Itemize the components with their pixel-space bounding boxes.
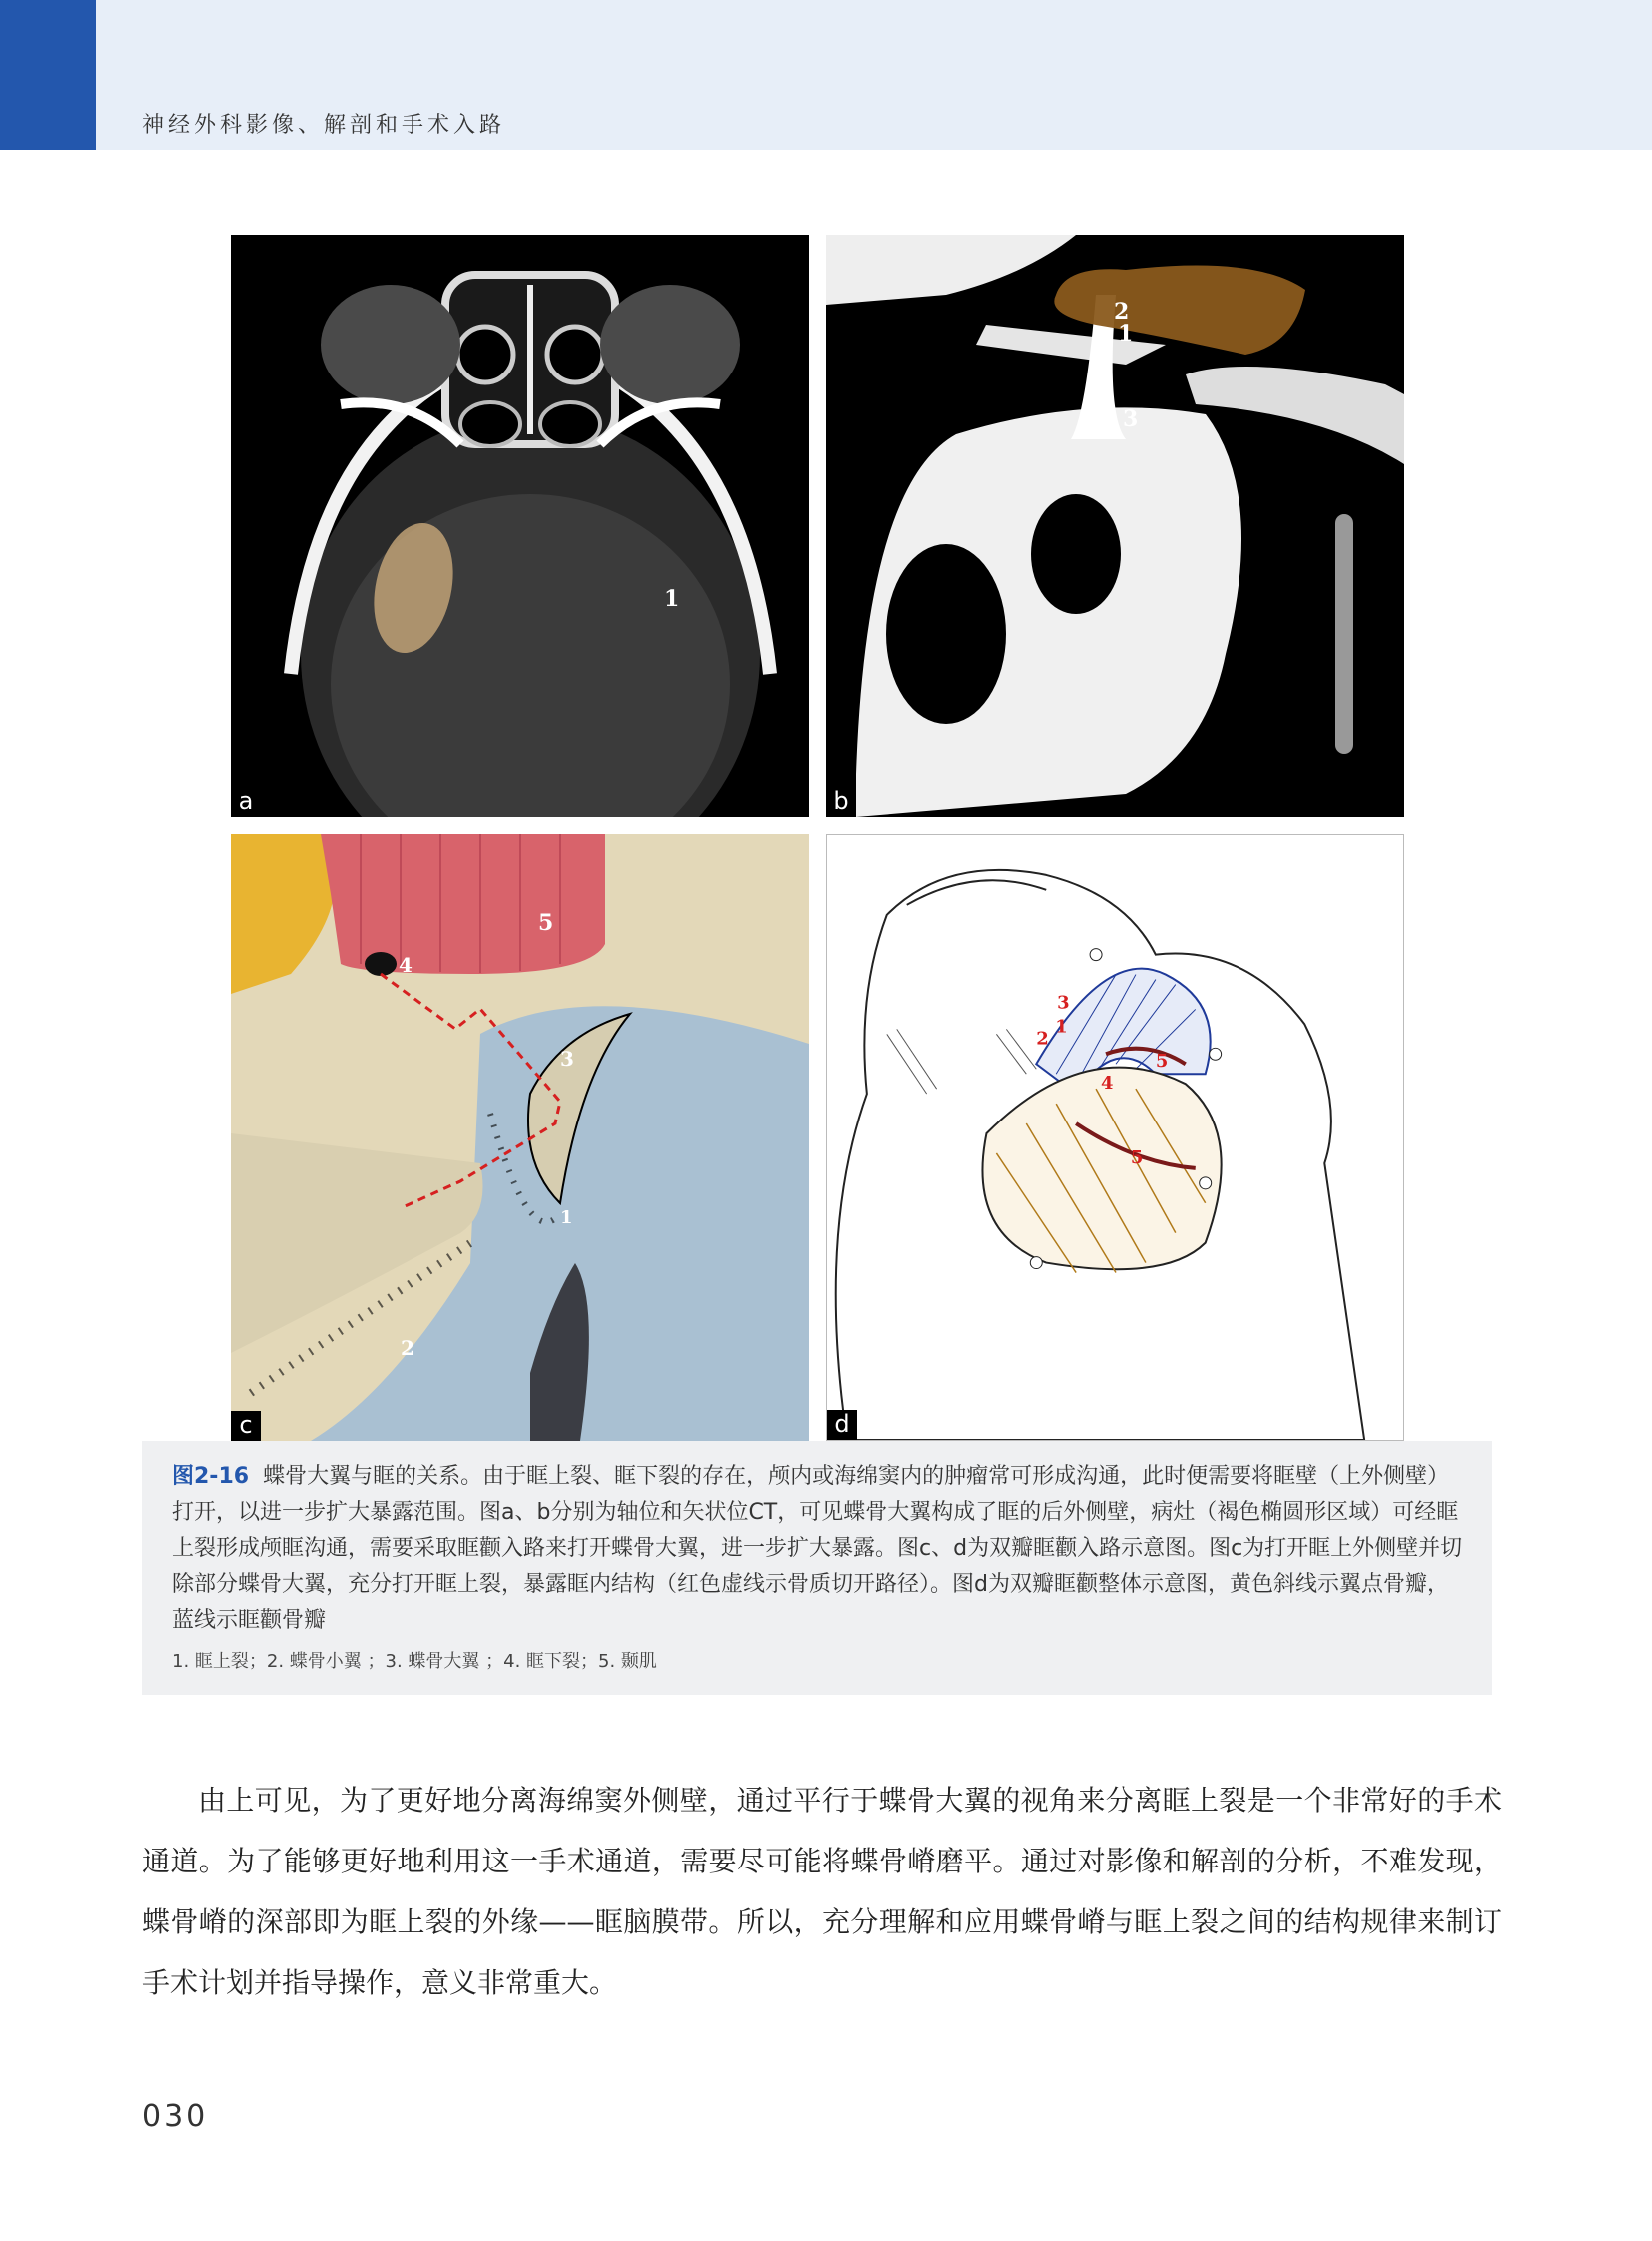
running-header-title: 神经外科影像、解剖和手术入路 <box>142 113 506 138</box>
label-1: 1 <box>664 586 680 612</box>
caption-legend: 1. 眶上裂；2. 蝶骨小翼 ；3. 蝶骨大翼 ；4. 眶下裂；5. 颞肌 <box>172 1651 657 1672</box>
label-5: 5 <box>538 910 554 936</box>
page-number: 030 <box>142 2099 209 2134</box>
label-3: 3 <box>1057 992 1070 1014</box>
header-accent-bar <box>0 0 96 150</box>
caption-body: 蝶骨大翼与眶的关系。由于眶上裂、眶下裂的存在，颅内或海绵窦内的肿瘤常可形成沟通，此时便需要将眶壁（上外侧壁）打开，以进一步扩大暴露范围。图a、b分别为轴位和矢状位CT，可见蝶骨大翼构成了眶的后外侧壁，病灶（褐色椭圆形区域）可经眶上裂形成颅眶沟通，需要采取眶颧入路来打开蝶骨大翼，进一步扩大暴露。图c、d为双瓣眶颧入路示意图。图c为打开眶上外侧壁并切除部分蝶骨大翼，充分打开眶上裂，暴露眶内结构（红色虚线示骨质切开路径）。图d为双瓣眶颧整体示意图，黄色斜线示翼点骨瓣，蓝线示眶颧骨瓣 <box>172 1464 1463 1633</box>
figure-panel-c <box>231 834 809 1441</box>
label-1: 1 <box>1055 1016 1068 1038</box>
figure-number: 图2-16 <box>172 1464 250 1489</box>
sagittal-ct-image <box>826 235 1404 817</box>
panel-letter-d: d <box>827 1410 857 1440</box>
figure-panel-d <box>826 834 1404 1441</box>
temporalis-muscle <box>321 834 605 974</box>
label-5-lower: 5 <box>1130 1146 1144 1168</box>
orbital-anatomy-illustration <box>231 834 809 1441</box>
label-2: 2 <box>1036 1028 1049 1050</box>
label-3: 3 <box>1123 406 1139 432</box>
axial-ct-image <box>231 235 809 817</box>
panel-letter-b: b <box>826 787 856 817</box>
label-4: 4 <box>399 953 413 977</box>
label-4: 4 <box>1101 1073 1114 1095</box>
figure-panel-b <box>826 235 1404 817</box>
panel-letter-a: a <box>231 787 261 817</box>
label-2: 2 <box>1114 299 1130 325</box>
figure-caption <box>142 1441 1492 1695</box>
figure-panel-a <box>231 235 809 817</box>
bifrontal-flap-line-drawing <box>827 835 1403 1440</box>
label-1: 1 <box>1118 321 1134 347</box>
panel-letter-c: c <box>231 1411 261 1441</box>
label-5-upper: 5 <box>1155 1051 1169 1073</box>
label-1: 1 <box>560 1207 573 1228</box>
body-paragraph: 由上可见，为了更好地分离海绵窦外侧壁，通过平行于蝶骨大翼的视角来分离眶上裂是一个非常好的手术通道。为了能够更好地利用这一手术通道，需要尽可能将蝶骨嵴磨平。通过对影像和解剖的分析，不难发现，蝶骨嵴的深部即为眶上裂的外缘——眶脑膜带。所以，充分理解和应用蝶骨嵴与眶上裂之间的结构规律来制订手术计划并指导操作，意义非常重大。 <box>142 1784 1502 1999</box>
caption-text-block <box>172 1459 1470 1639</box>
label-3: 3 <box>560 1047 574 1071</box>
label-2: 2 <box>401 1336 414 1360</box>
